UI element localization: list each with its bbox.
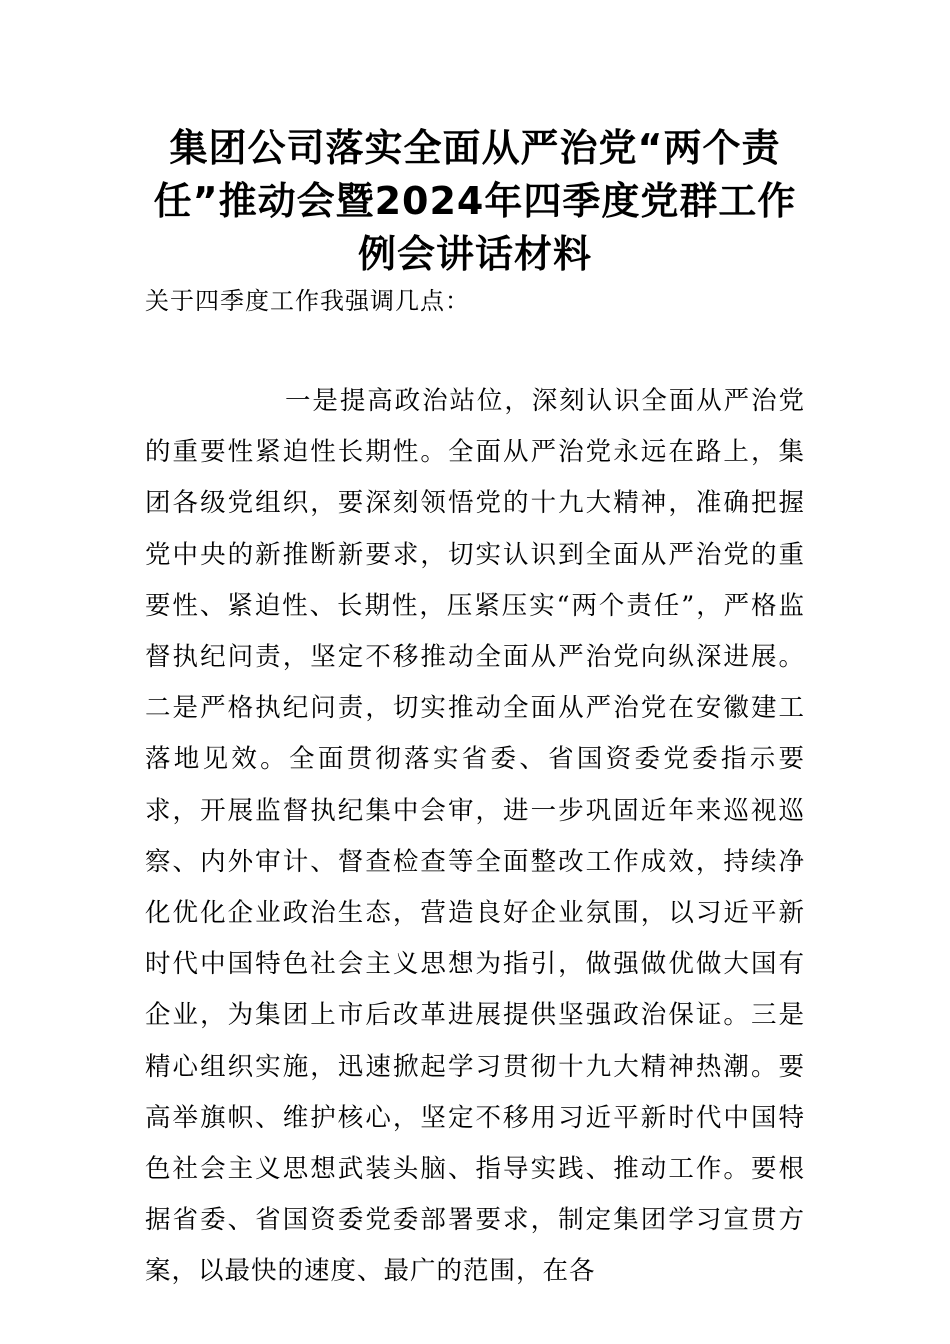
document-title: 集团公司落实全面从严治党“两个责任”推动会暨2024年四季度党群工作例会讲话材料 (153, 126, 797, 276)
intro-paragraph: 关于四季度工作我强调几点： (145, 287, 470, 315)
body-paragraph: 一是提高政治站位，深刻认识全面从严治党的重要性紧迫性长期性。全面从严治党永远在路上，集团各级党组织，要深刻领悟党的十九大精神，准确把握党中央的新推断新要求，切实认识到全面从严治党的重要性、紧迫性、长期性，压紧压实“两个责任”，严格监督执纪问责，坚定不移推动全面从严治党向纵深进展。二是严格执纪问责，切实推动全面从严治党在安徽建工落地见效。全面贯彻落实省委、省国资委党委指示要求，开展监督执纪集中会审，进一步巩固近年来巡视巡察、内外审计、督查检查等全面整改工作成效，持续净化优化企业政治生态，营造良好企业氛围，以习近平新时代中国特色社会主义思想为指引，做强做优做大国有企业，为集团上市后改革进展提供坚强政治保证。三是精心组织实施，迅速掀起学习贯彻十九大精神热潮。要高举旗帜、维护核心，坚定不移用习近平新时代中国特色社会主义思想武装头脑、指导实践、推动工作。要根据省委、省国资委党委部署要求，制定集团学习宣贯方案，以最快的速度、最广的范围，在各 (145, 386, 805, 1287)
